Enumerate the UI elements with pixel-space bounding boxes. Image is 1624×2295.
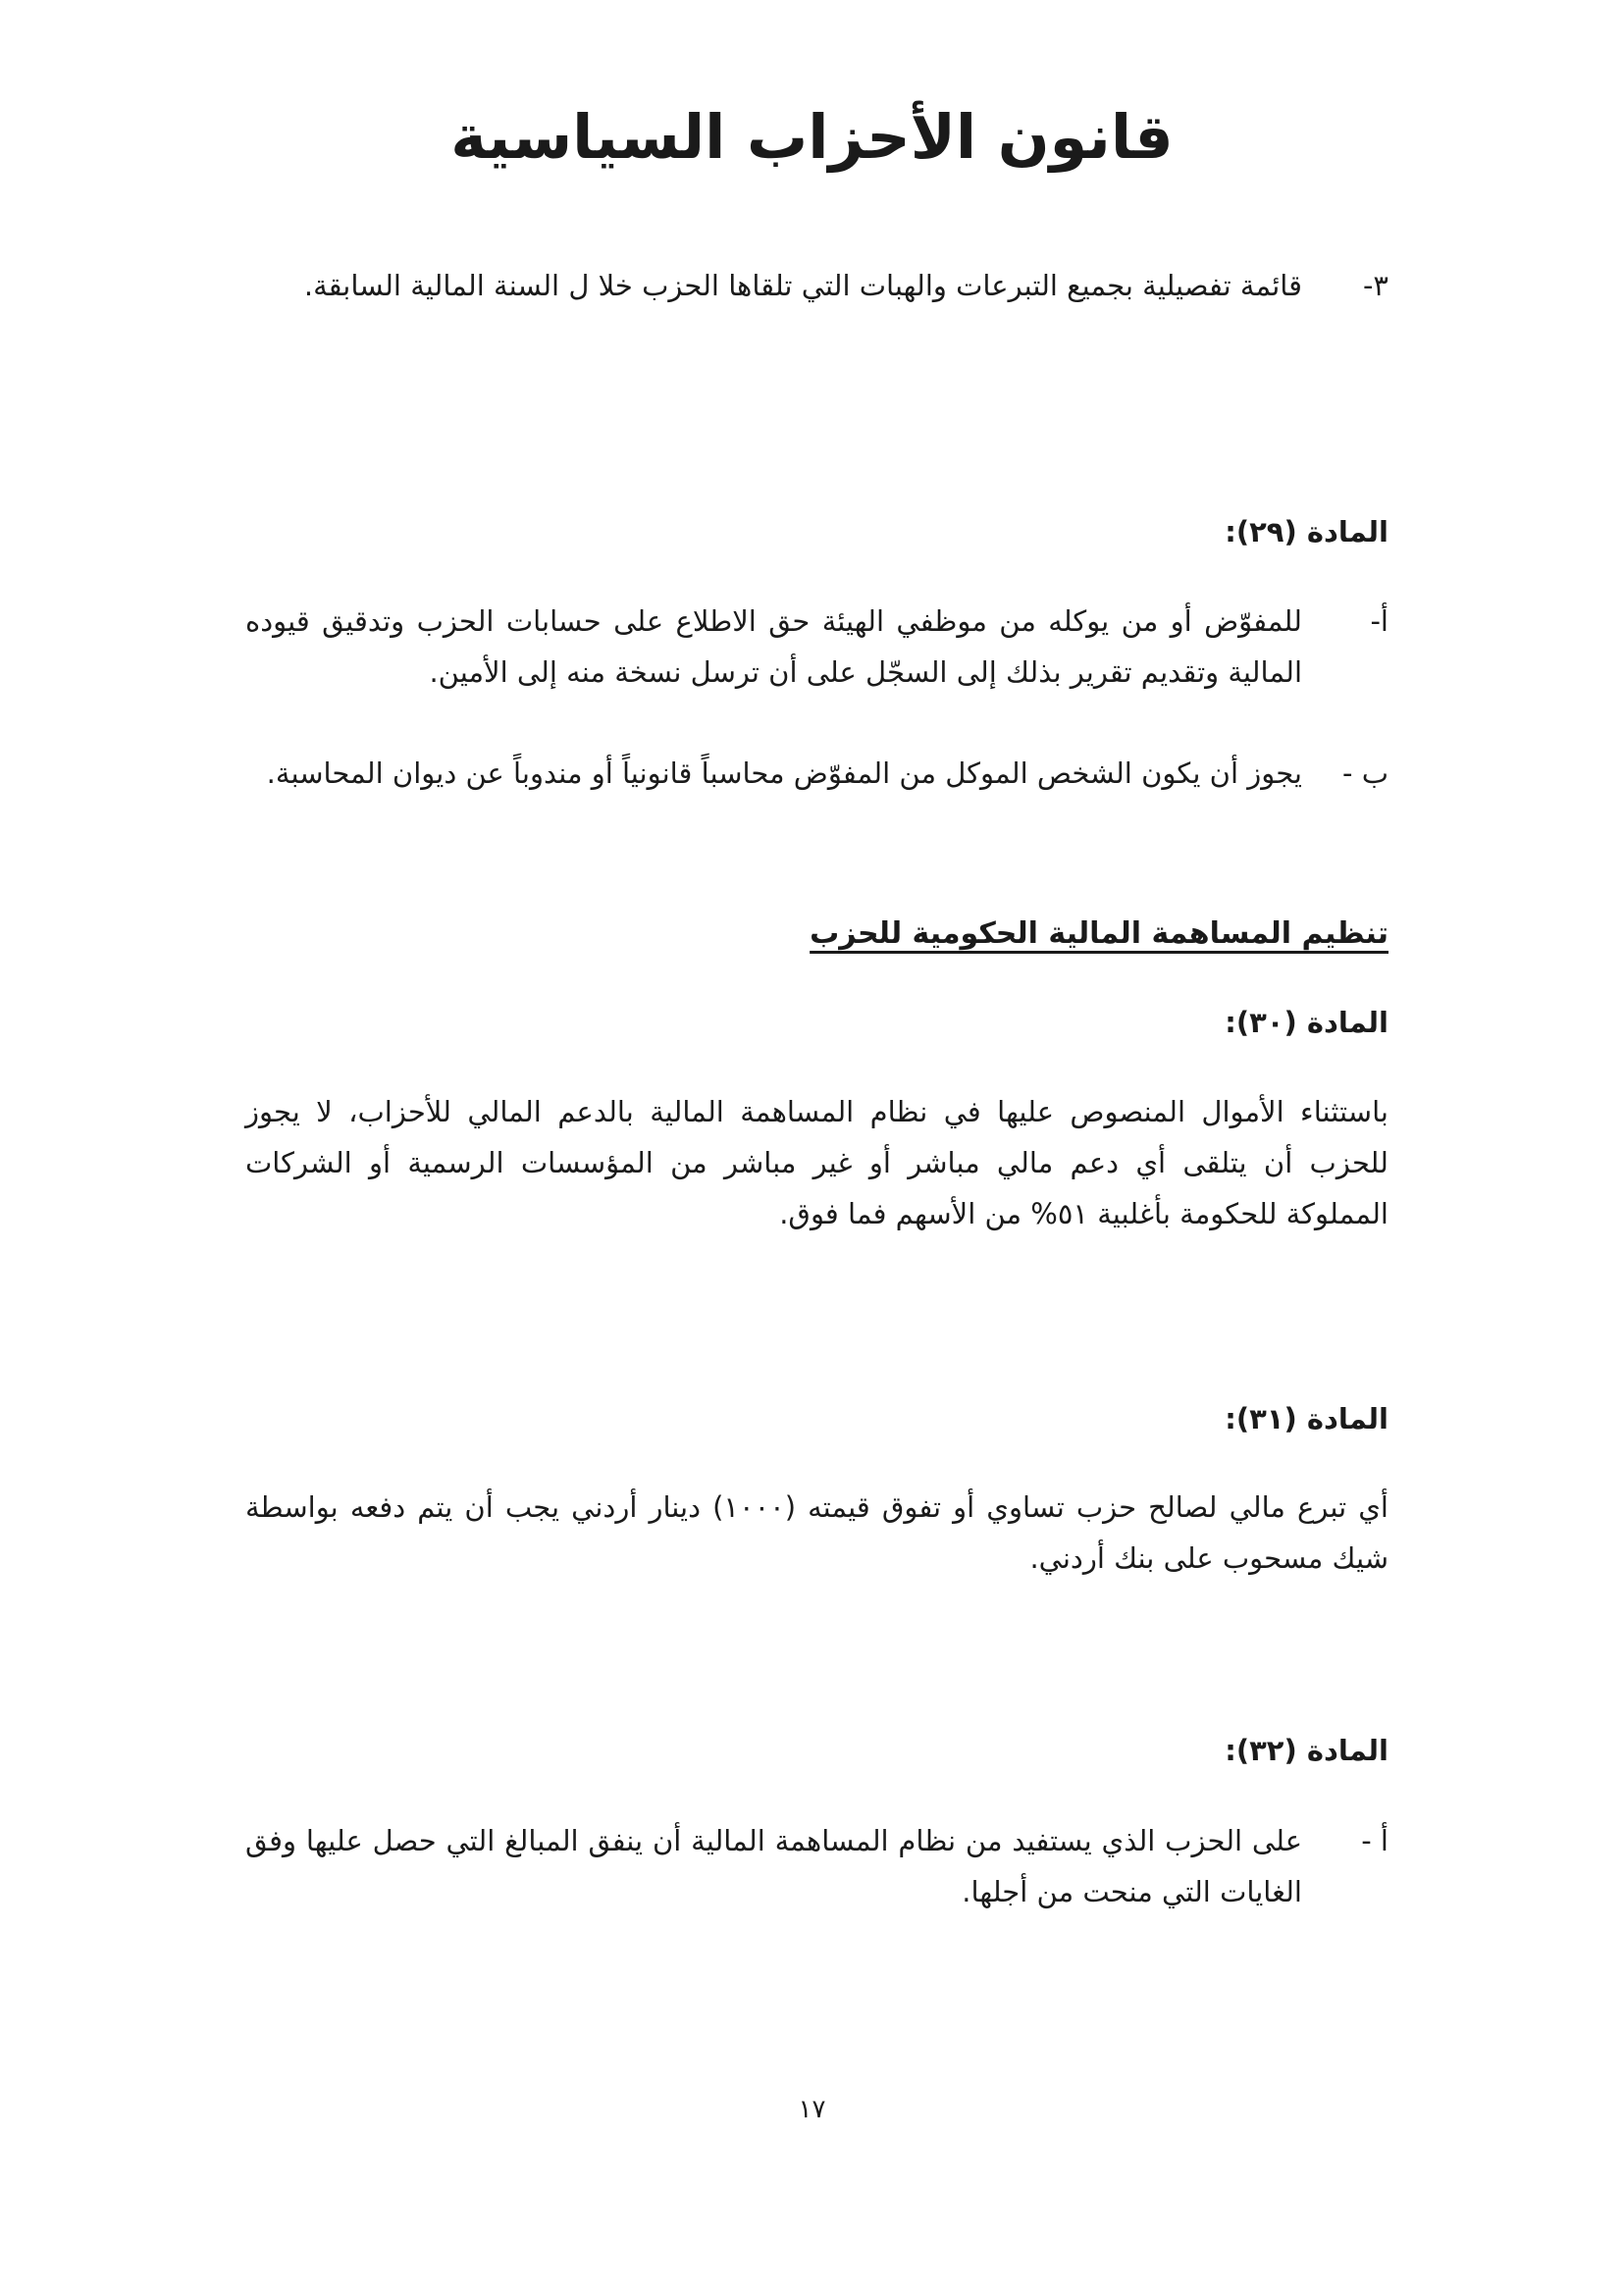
section-heading: تنظيم المساهمة المالية الحكومية للحزب — [810, 916, 1388, 951]
article-29-item-b — [245, 748, 1388, 799]
page-number: ١٧ — [798, 2095, 826, 2124]
article-30-text: باستثناء الأموال المنصوص عليها في نظام المساهمة المالية بالدعم المالي للأحزاب، لا يجوز للحزب أن يتلقى أي دعم مالي مباشر أو غير مباشر من المؤسسات الرسمية أو الشركات المملوكة للحكومة بأغلبية ٥١% من الأسهم فما فوق. — [245, 1095, 1388, 1230]
article-29-item-a-marker: أ- — [1370, 604, 1388, 638]
article-30-heading: المادة (٣٠): — [1225, 1006, 1388, 1039]
article-31-heading: المادة (٣١): — [1225, 1402, 1388, 1435]
article-29-item-b-marker: ب - — [1342, 756, 1388, 790]
item-3 — [245, 260, 1388, 311]
item-3-text: قائمة تفصيلية بجميع التبرعات والهبات التي تلقاها الحزب خلا ل السنة المالية السابقة. — [303, 269, 1302, 302]
article-31-text: أي تبرع مالي لصالح حزب تساوي أو تفوق قيمته (١٠٠٠) دينار أردني يجب أن يتم دفعه بواسطة شيك مسحوب على بنك أردني. — [245, 1490, 1388, 1575]
article-32-item-a — [245, 1815, 1388, 1917]
article-32-heading: المادة (٣٢): — [1225, 1734, 1388, 1767]
document-title: قانون الأحزاب السياسية — [450, 101, 1174, 173]
article-29-heading: المادة (٢٩): — [1225, 515, 1388, 548]
article-29-item-a — [245, 596, 1388, 698]
article-32-item-a-marker: أ - — [1361, 1824, 1388, 1857]
item-3-marker: ٣- — [1362, 269, 1388, 302]
article-29-item-b-text: يجوز أن يكون الشخص الموكل من المفوّض محاسباً قانونياً أو مندوباً عن ديوان المحاسبة. — [266, 756, 1302, 790]
article-29-item-a-text: للمفوّض أو من يوكله من موظفي الهيئة حق الاطلاع على حسابات الحزب وتدقيق قيوده المالية وتقديم تقرير بذلك إلى السجّل على أن ترسل نسخة منه إلى الأمين. — [245, 604, 1302, 689]
article-32-item-a-text: على الحزب الذي يستفيد من نظام المساهمة المالية أن ينفق المبالغ التي حصل عليها وفق الغايات التي منحت من أجلها. — [245, 1824, 1302, 1908]
